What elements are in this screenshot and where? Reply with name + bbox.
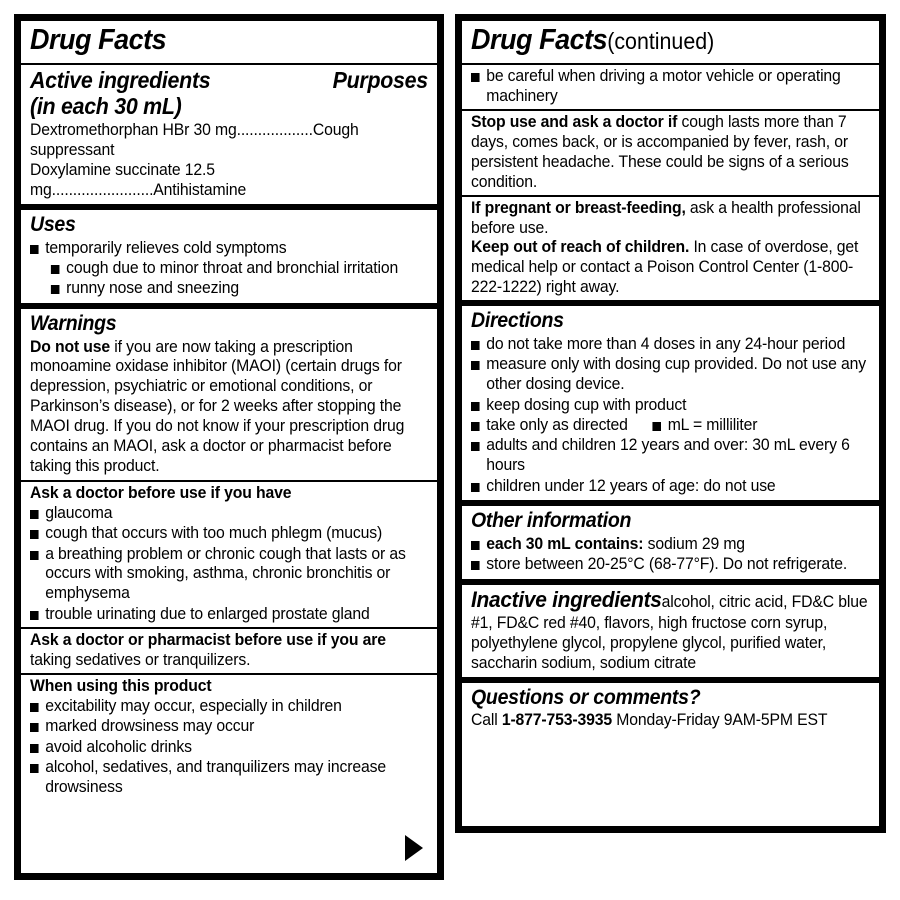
active-ingredients-subheading: (in each 30 mL) xyxy=(30,93,182,120)
ask-doctor-body xyxy=(30,483,428,624)
milliliter-note: mL = milliliter xyxy=(652,415,757,435)
list-item: keep dosing cup with product xyxy=(471,395,870,415)
list-item: excitability may occur, especially in children xyxy=(30,696,428,716)
drug-facts-panel-right xyxy=(455,14,886,833)
pregnancy-text: ask a health professional before use. xyxy=(471,197,861,237)
list-item xyxy=(471,415,870,435)
list-item: a breathing problem or chronic cough that lasts or as occurs with smoking, asthma, chronic bronchitis or emphysema xyxy=(30,544,428,604)
inactive-ingredients-body xyxy=(471,587,870,673)
inactive-ingredients-heading: Inactive ingredients xyxy=(471,586,662,612)
list-item: cough that occurs with too much phlegm (mucus) xyxy=(30,523,428,543)
stop-use-section xyxy=(462,111,879,195)
list-item: measure only with dosing cup provided. Do not use any other dosing device. xyxy=(471,354,870,394)
list-item: adults and children 12 years and over: 30 mL every 6 hours xyxy=(471,435,870,475)
pregnancy-label: If pregnant or breast-feeding, xyxy=(471,197,686,217)
continuation-arrow-icon xyxy=(405,835,423,861)
list-item: trouble urinating due to enlarged prostate gland xyxy=(30,604,428,624)
call-hours: Monday-Friday 9AM-5PM EST xyxy=(612,710,828,730)
questions-section xyxy=(462,683,879,735)
stop-use-label: Stop use and ask a doctor if xyxy=(471,112,678,132)
pregnancy-keepout-section xyxy=(462,197,879,301)
page-title: Drug Facts xyxy=(30,24,167,56)
pregnancy-paragraph xyxy=(471,198,870,238)
ask-doctor-section xyxy=(21,482,437,627)
when-using-section xyxy=(21,675,437,800)
directions-heading: Directions xyxy=(471,309,564,333)
list-item: be careful when driving a motor vehicle or operating machinery xyxy=(471,66,870,106)
list-item-label: each 30 mL contains: xyxy=(486,533,644,553)
inactive-ingredients-section xyxy=(462,585,879,677)
list-item: children under 12 years of age: do not use xyxy=(471,476,870,496)
purposes-heading: Purposes xyxy=(332,66,428,93)
active-ingredients-heading-row xyxy=(30,68,428,93)
drug-facts-panel-left xyxy=(14,14,444,880)
ask-pharmacist-label: Ask a doctor or pharmacist before use if you are xyxy=(30,630,386,650)
continued-suffix: (continued) xyxy=(607,28,715,54)
list-item-text: take only as directed xyxy=(486,415,628,434)
ask-pharmacist-section xyxy=(21,629,437,673)
page-title-text: Drug Facts xyxy=(471,24,608,56)
drug-facts-title-block xyxy=(21,21,437,63)
drug-facts-continued-title-block xyxy=(462,21,879,63)
when-using-body xyxy=(30,676,428,797)
list-item xyxy=(471,554,870,574)
page-title-continued xyxy=(471,25,842,56)
questions-contact-line xyxy=(471,710,870,730)
directions-section xyxy=(462,306,879,500)
list-item: avoid alcoholic drinks xyxy=(30,737,428,757)
list-item-text: store between 20-25°C (68-77°F). Do not refrigerate. xyxy=(486,554,848,574)
list-item: do not take more than 4 doses in any 24-hour period xyxy=(471,334,870,354)
do-not-use-text: if you are now taking a prescription monoamine oxidase inhibitor (MAOI) (certain drugs for depression, psychiatric or emotional conditions, or Parkinson’s disease), or for 2 weeks after stopping the MAOI drug. If you do not know if your prescription drug contains an MAOI, ask a doctor or pharmacist before taking this product. xyxy=(30,336,405,475)
active-ingredient-row: Doxylamine succinate 12.5 mg........................Antihistamine xyxy=(30,160,247,200)
uses-heading: Uses xyxy=(30,212,76,236)
list-item-text: sodium 29 mg xyxy=(643,533,745,553)
list-item: temporarily relieves cold symptoms xyxy=(30,238,428,258)
other-information-section xyxy=(462,506,879,578)
ask-doctor-list xyxy=(30,503,428,624)
list-item: marked drowsiness may occur xyxy=(30,716,428,736)
keep-out-paragraph xyxy=(471,237,870,297)
other-information-body xyxy=(471,534,870,574)
active-ingredients-list xyxy=(30,120,428,200)
other-information-heading: Other information xyxy=(471,509,632,533)
uses-section xyxy=(21,210,437,303)
directions-body xyxy=(471,334,870,496)
do-not-use-paragraph xyxy=(30,337,428,476)
list-item xyxy=(471,534,870,554)
other-information-list xyxy=(471,534,870,574)
when-using-heading: When using this product xyxy=(30,676,212,696)
ask-pharmacist-text: taking sedatives or tranquilizers. xyxy=(30,650,251,670)
list-item: runny nose and sneezing xyxy=(30,278,428,298)
directions-list xyxy=(471,334,870,496)
active-ingredients-section xyxy=(21,65,437,204)
uses-list xyxy=(30,238,428,299)
active-ingredient-row: Dextromethorphan HBr 30 mg..................Cough suppressant xyxy=(30,120,359,160)
list-item: glaucoma xyxy=(30,503,428,523)
warnings-continued-body xyxy=(471,66,870,106)
call-prefix: Call xyxy=(471,710,502,730)
stop-use-paragraph xyxy=(471,112,870,192)
list-item: alcohol, sedatives, and tranquilizers may increase drowsiness xyxy=(30,757,428,797)
do-not-use-label: Do not use xyxy=(30,336,111,356)
questions-heading: Questions or comments? xyxy=(471,685,701,709)
keep-out-text: In case of overdose, get medical help or contact a Poison Control Center (1-800-222-1222) right away. xyxy=(471,237,859,297)
keep-out-label: Keep out of reach of children. xyxy=(471,237,690,257)
stop-use-text: cough lasts more than 7 days, comes back, or is accompanied by fever, rash, or persistent headache. These could be signs of a serious condition. xyxy=(471,112,849,191)
inactive-ingredients-text: alcohol, citric acid, FD&C blue #1, FD&C red #40, flavors, high fructose corn syrup, polyethylene glycol, propylene glycol, purified water, saccharin sodium, sodium citrate xyxy=(471,591,868,672)
ask-doctor-heading: Ask a doctor before use if you have xyxy=(30,482,292,502)
warnings-continued-section xyxy=(462,65,879,109)
when-using-list xyxy=(30,696,428,797)
warnings-continued-list xyxy=(471,66,870,106)
warnings-section xyxy=(21,309,437,480)
phone-number[interactable]: 1-877-753-3935 xyxy=(501,710,613,730)
warnings-heading: Warnings xyxy=(30,311,117,335)
active-ingredients-heading: Active ingredients xyxy=(30,66,211,93)
ask-pharmacist-paragraph xyxy=(30,630,428,670)
list-item: cough due to minor throat and bronchial irritation xyxy=(30,258,428,278)
uses-body xyxy=(30,238,428,299)
